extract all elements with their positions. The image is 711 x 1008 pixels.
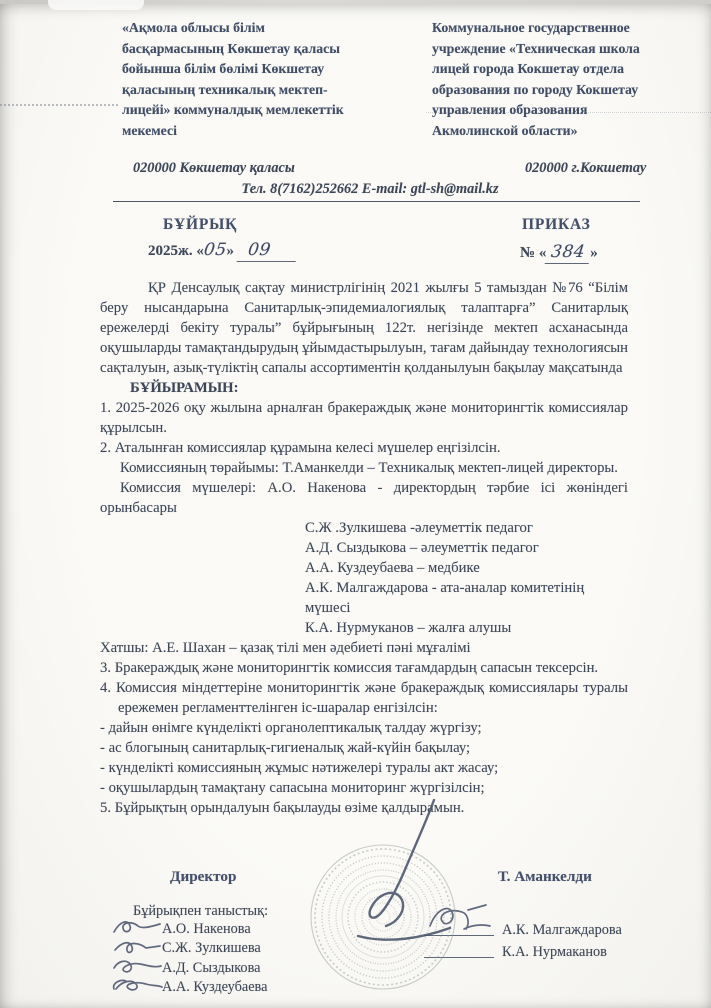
ack-signer-name: А.А. Куздеубаева	[162, 979, 268, 995]
measure-item: - оқушылардың тамақтану сапасына мониторинг жүргізілсін;	[100, 780, 485, 796]
date-mid: »	[226, 243, 235, 259]
director-signature	[338, 788, 468, 958]
ack-signer-name: А.Д. Сыздыкова	[162, 960, 261, 976]
order-item-5: 5. Бұйрықтың орындалуын бақылауды өзіме қалдырамын.	[100, 800, 465, 816]
scan-corner-artifact	[48, 0, 144, 10]
org-ru-line: лицей города Кокшетау отдела	[432, 61, 624, 76]
org-kk-line: «Ақмола облысы білім	[122, 20, 265, 35]
ack-signer-name: К.А. Нурмаканов	[502, 944, 607, 960]
org-ru-line: учреждение «Техническая школа	[432, 40, 640, 56]
commission-members-list	[305, 518, 628, 638]
member-item: А.А. Куздеубаева – медбике	[305, 560, 480, 576]
ack-signer-name: А.К. Малгаждарова	[502, 922, 622, 938]
order-date	[148, 240, 297, 262]
measure-item: - дайын өнімге күнделікті органолептикалық талдау жүргізу;	[100, 720, 482, 736]
letterhead-org-russian	[432, 18, 710, 141]
org-ru-line: Акмолинской области»	[432, 122, 578, 138]
org-kk-line: мекемесі	[122, 122, 177, 138]
order-item-4: 4. Комиссия міндеттеріне мониторингтік және бракераждық комиссиялары туралы ережемен регламенттелінген іс-шаралар енгізілсін:	[100, 680, 628, 716]
acknowledgement-label: Бұйрықпен таныстық:	[133, 903, 269, 919]
member-item: А.К. Малгаждарова - ата-аналар комитетінің мүшесі	[305, 580, 585, 616]
measures-list	[100, 718, 628, 798]
commission-members-intro: Комиссия мүшелері: А.О. Накенова - директордың тәрбие ісі жөніндегі орынбасары	[100, 480, 628, 516]
director-name: Т. Аманкелди	[498, 868, 592, 885]
member-item: А.Д. Сыздыкова – әлеуметтік педагог	[305, 540, 539, 556]
number-prefix: № «	[520, 245, 547, 261]
org-kk-line: басқармасының Көкшетау қаласы	[122, 40, 341, 56]
org-ru-line: образования по городу Кокшетау	[432, 81, 639, 97]
secretary-line: Хатшы: А.Е. Шахан – қазақ тілі мен әдебиеті пәні мұғалімі	[100, 640, 471, 656]
org-kk-line: бойынша білім бөлімі Көкшетау	[122, 61, 325, 76]
address-kazakh: 020000 Көкшетау қаласы	[133, 160, 295, 176]
order-item-3: 3. Бракераждық және мониторингтік комиссия тағамдардың сапасын тексерсін.	[100, 660, 599, 676]
director-label: Директор	[170, 868, 237, 885]
org-ru-line: управления образования	[432, 102, 588, 117]
order-title-kazakh: БҰЙРЫҚ	[163, 216, 238, 233]
signature-nakenova	[112, 917, 164, 937]
address-russian: 020000 г.Кокшетау	[525, 160, 647, 176]
contact-line: Тел. 8(7162)252662 E-mail: gtl-sh@mail.kz	[241, 181, 499, 197]
order-title-russian: ПРИКАЗ	[522, 216, 591, 233]
handwritten-number: 384	[545, 242, 592, 264]
org-kk-line: лицейі» коммуналдық мемлекеттік	[122, 102, 344, 117]
handwritten-day: 05	[202, 240, 228, 260]
signature-zulkisheva	[112, 937, 164, 957]
measure-item: - ас блогының санитарлық-гигиеналық жай-күйін бақылау;	[100, 740, 471, 756]
ack-signer-name: А.О. Накенова	[162, 921, 251, 937]
letterhead-org-kazakh	[122, 18, 427, 141]
preamble-paragraph: ҚР Денсаулық сақтау министрлігінің 2021 жылғы 5 тамыздан №76 “Білім беру нысандарына Санитарлық-эпидемиалогиялық талаптарға” Санитарлық ережелерді бекіту туралы” бұйрығының 122т. негізінде мектеп асханасында оқушыларды тамақтандырудың ұйымдастырылуын, тағам дайындау технологиясын сақталуын, азық-түліктің сапалы ассортиментін қолданылуын бақылау мақсатында	[100, 280, 628, 376]
signature-syzdykova	[112, 956, 164, 976]
member-item: К.А. Нурмуканов – жалға алушы	[305, 620, 512, 636]
member-item: С.Ж .Зулкишева -әлеуметтік педагог	[305, 520, 533, 536]
signature-kuzdeubaeva	[112, 975, 164, 995]
letterhead-divider	[113, 201, 640, 202]
org-ru-line: Коммунальное государственное	[432, 20, 630, 35]
order-body	[100, 278, 628, 818]
number-suffix: »	[590, 245, 598, 261]
commission-chair: Комиссияның төрайымы: Т.Аманкелди – Техникалық мектеп-лицей директоры.	[120, 460, 618, 476]
resolve-heading: БҰЙЫРАМЫН:	[130, 380, 239, 396]
ack-signer-name: С.Ж. Зулкишева	[162, 940, 261, 956]
org-kk-line: қаласының техникалық мектеп-	[122, 81, 328, 97]
fax-dotted-artifact	[0, 104, 118, 106]
date-prefix: 2025ж. «	[148, 243, 204, 259]
measure-item: - күнделікті комиссияның жұмыс нәтижелері туралы акт жасау;	[100, 760, 499, 776]
handwritten-month: 09	[237, 240, 298, 262]
order-number	[520, 242, 598, 264]
order-item-2: 2. Аталынған комиссиялар құрамына келесі мүшелер еңгізілсін.	[100, 440, 501, 456]
order-item-1: 1. 2025-2026 оқу жылына арналған бракераждық және мониторингтік комиссиялар құрылсын.	[100, 400, 628, 436]
